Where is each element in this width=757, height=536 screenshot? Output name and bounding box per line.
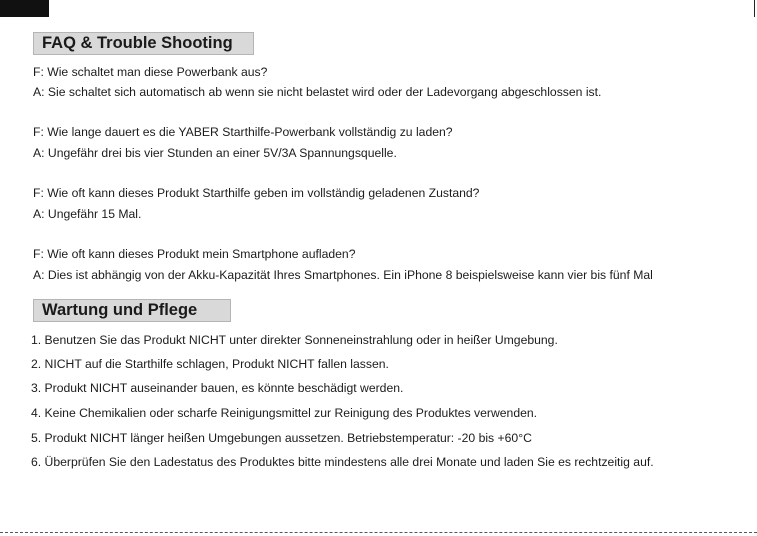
faq-answer-2: A: Ungefähr drei bis vier Stunden an einer 5V/3A Spannungsquelle. (33, 146, 397, 160)
bottom-dashed-rule (0, 532, 757, 533)
faq-question-2: F: Wie lange dauert es die YABER Starthilfe-Powerbank vollständig zu laden? (33, 125, 453, 139)
care-item-4: 4. Keine Chemikalien oder scharfe Reinigungsmittel zur Reinigung des Produktes verwenden. (31, 406, 538, 420)
faq-answer-3: A: Ungefähr 15 Mal. (33, 207, 142, 221)
page-edge-mark (754, 0, 755, 17)
care-item-5: 5. Produkt NICHT länger heißen Umgebungen aussetzen. Betriebstemperatur: -20 bis +60°C (31, 431, 532, 445)
care-item-2: 2. NICHT auf die Starthilfe schlagen, Produkt NICHT fallen lassen. (31, 357, 389, 371)
care-item-3: 3. Produkt NICHT auseinander bauen, es könnte beschädigt werden. (31, 381, 404, 395)
faq-heading: FAQ & Trouble Shooting (33, 32, 254, 55)
faq-question-4: F: Wie oft kann dieses Produkt mein Smartphone aufladen? (33, 247, 356, 261)
care-item-1: 1. Benutzen Sie das Produkt NICHT unter direkter Sonneneinstrahlung oder in heißer Umgebung. (31, 333, 558, 347)
faq-question-3: F: Wie oft kann dieses Produkt Starthilfe geben im vollständig geladenen Zustand? (33, 186, 480, 200)
care-item-6: 6. Überprüfen Sie den Ladestatus des Produktes bitte mindestens alle drei Monate und laden Sie es rechtzeitig auf. (31, 455, 654, 469)
corner-block (0, 0, 49, 17)
faq-question-1: F: Wie schaltet man diese Powerbank aus? (33, 65, 268, 79)
faq-answer-1: A: Sie schaltet sich automatisch ab wenn sie nicht belastet wird oder der Ladevorgang abgeschlossen ist. (33, 85, 602, 99)
faq-answer-4: A: Dies ist abhängig von der Akku-Kapazität Ihres Smartphones. Ein iPhone 8 beispielsweise kann vier bis fünf Mal (33, 268, 653, 282)
care-heading: Wartung und Pflege (33, 299, 231, 322)
